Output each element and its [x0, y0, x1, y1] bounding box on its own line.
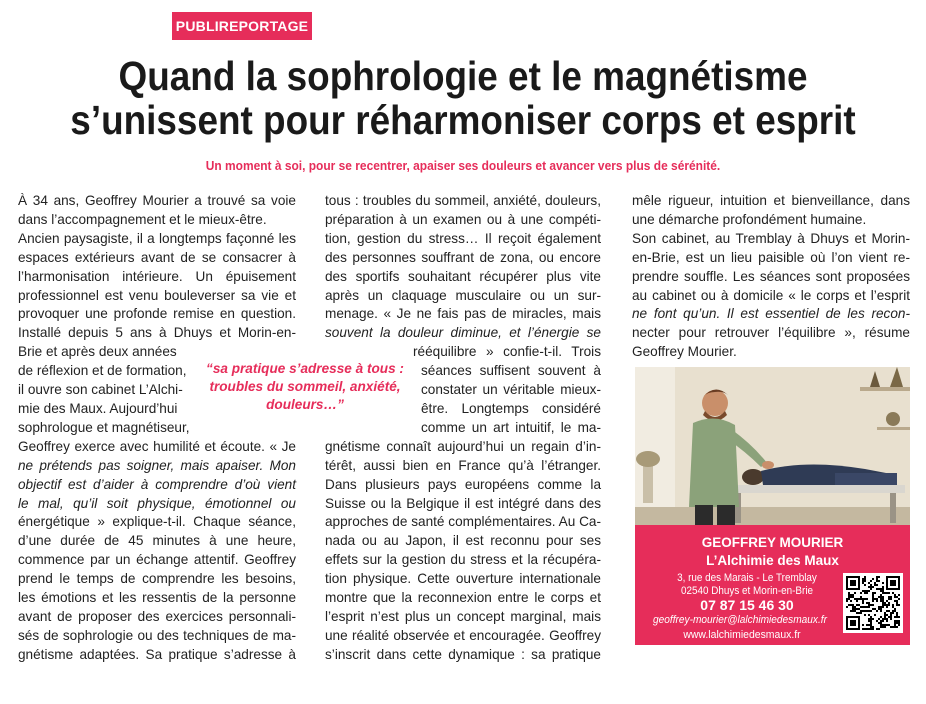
text-line: comme un art intuitif, le ma-: [421, 419, 601, 435]
text-line: effets sur la gestion du stress et la récupéra-: [325, 552, 601, 568]
text-line: sés de sophrologie ou des techniques de ma-: [18, 627, 296, 643]
text-line: prend le temps de comprendre les besoins,: [18, 571, 296, 587]
headline: [46, 54, 879, 142]
practitioner-photo: [635, 367, 910, 525]
contact-company: L’Alchimie des Maux: [706, 553, 839, 568]
text-line: préparation à un examen ou à une compéti-: [325, 211, 601, 227]
text-line: tion, gestion du stress… Il reçoit également: [325, 230, 601, 246]
text-line: s’inscrit dans cette dynamique : sa pratique: [325, 646, 601, 662]
qr-code-icon[interactable]: [843, 573, 903, 633]
text-line: en-Brie, est un lieu paisible où l’on vient re-: [632, 249, 910, 265]
text-line: approches de santé complémentaires. Au Ca-: [325, 514, 601, 530]
text-line: les émotions et les ressentis de la personne: [18, 590, 296, 606]
text-line: térêt, aussi bien en France qu’à l’étranger.: [325, 457, 601, 473]
text-line: mie des Maux. Aujourd’hui: [18, 400, 178, 416]
text-line: être. Longtemps considéré: [421, 400, 601, 416]
text-line: de réflexion et de formation,: [18, 363, 187, 379]
publireportage-tag: PUBLIREPORTAGE: [172, 12, 312, 40]
text-line: le mal, qu’il soit physique, émotionnel ou: [18, 495, 296, 511]
text-line: l’esprit n’est plus un concept marginal, mais: [325, 608, 601, 624]
text-line: Installé depuis 5 ans à Dhuys et Morin-en-: [18, 325, 296, 341]
text-line: Son cabinet, au Tremblay à Dhuys et Morin-: [632, 230, 910, 246]
text-line: gnétisme adaptées. Sa pratique s’adresse à: [18, 646, 296, 662]
text-line: une réalité observée et encouragée. Geoffrey: [325, 627, 601, 643]
text-line: souvent la douleur diminue, et l’énergie se: [325, 325, 601, 341]
text-line: ne font qu’un. Il est essentiel de les recon-: [632, 306, 910, 322]
text-line: nada ou au Japon, il est reconnu pour ses: [325, 533, 601, 549]
article-column-1: [18, 192, 296, 665]
text-line: des sportifs souhaitant récupérer plus vite: [325, 268, 601, 284]
text-line: séances suffisent souvent à: [421, 363, 601, 379]
pull-quote: [200, 360, 410, 414]
text-line: tous : troubles du sommeil, anxiété, douleurs,: [325, 193, 601, 208]
subtitle: Un moment à soi, pour se recentrer, apaiser ses douleurs et avancer vers plus de sérénité.: [205, 158, 721, 173]
contact-box: [635, 525, 910, 645]
text-line: Geoffrey Mourier.: [632, 344, 737, 360]
text-line: Brie et après deux années: [18, 344, 177, 360]
pull-quote-line: troubles du sommeil, anxiété,: [209, 379, 401, 394]
text-line: menage. « Je ne fais pas de miracles, mais: [325, 306, 601, 322]
text-line: objectif est d’aider à comprendre d’où vient: [18, 476, 296, 492]
text-line: après un claquage musculaire ou un sur-: [325, 287, 601, 303]
text-line: il ouvre son cabinet L’Alchi-: [18, 382, 183, 398]
text-line: avant de proposer des exercices personnali-: [18, 608, 296, 624]
text-line: À 34 ans, Geoffrey Mourier a trouvé sa voie: [18, 193, 296, 208]
text-line: sophrologue et magnétiseur,: [18, 419, 190, 435]
text-line: espaces extérieurs avant de se consacrer à: [18, 249, 296, 265]
text-line: montre que la reconnexion entre le corps et: [325, 590, 601, 606]
text-line: Suisse ou la Belgique il est intégré dans des: [325, 495, 601, 511]
text-line: professionnel est venu bouleverser sa vie et: [18, 287, 296, 303]
text-line: énergétique » explique-t-il. Chaque séance,: [18, 514, 296, 530]
text-line: mêle rigueur, intuition et bienveillance, dans: [632, 193, 910, 208]
article-column-3: [632, 192, 910, 362]
headline-line-1: Quand la sophrologie et le magnétisme: [118, 53, 808, 99]
practitioner-photo-illustration: [635, 367, 910, 525]
article-column-2: [325, 192, 601, 665]
contact-website[interactable]: www.lalchimiedesmaux.fr: [683, 629, 801, 641]
text-line: rééquilibre » confie-t-il. Trois: [413, 344, 601, 360]
contact-email[interactable]: geoffrey-mourier@lalchimiedesmaux.fr: [653, 614, 827, 626]
text-line: d’une durée de 45 minutes à une heure,: [18, 533, 296, 549]
qr-code-graphic: [846, 576, 900, 630]
contact-name: GEOFFREY MOURIER: [701, 535, 844, 550]
text-line: tion physique. Cette ouverture internationale: [325, 571, 601, 587]
text-line: l’harmonisation intérieure. Un épuisement: [18, 268, 296, 284]
text-line: Dans plusieurs pays européens comme la: [325, 476, 601, 492]
text-line: commence par un échange attentif. Geoffrey: [18, 552, 296, 568]
text-line: constater un véritable mieux-: [421, 382, 601, 398]
text-line: une démarche profondément humaine.: [632, 211, 867, 227]
pull-quote-line: douleurs…”: [266, 397, 344, 412]
text-line: des personnes souffrant de zona, ou encore: [325, 249, 601, 265]
pull-quote-line: “sa pratique s’adresse à tous :: [206, 361, 404, 376]
headline-line-2: s’unissent pour réharmoniser corps et esprit: [70, 97, 856, 143]
text-line: necter pour retrouver l’équilibre », résume: [632, 325, 910, 341]
text-line: Ancien paysagiste, il a longtemps façonné les: [18, 230, 296, 246]
text-line: gnétisme connaît aujourd’hui un regain d’in-: [325, 438, 601, 454]
text-line: au cabinet ou à domicile « le corps et l’esprit: [632, 287, 910, 303]
contact-address-line-1: 3, rue des Marais - Le Tremblay: [677, 572, 817, 584]
text-line: dans l’accompagnement et le mieux-être.: [18, 211, 267, 227]
text-line: Geoffrey exerce avec humilité et écoute. « Je: [18, 438, 296, 454]
text-line: prendre souffle. Les séances sont proposées: [632, 268, 910, 284]
contact-phone[interactable]: 07 87 15 46 30: [700, 597, 794, 613]
contact-address-line-2: 02540 Dhuys et Morin-en-Brie: [680, 585, 814, 597]
text-line: ne prétends pas soigner, mais apaiser. Mon: [18, 457, 296, 473]
text-line: provoquer une profonde remise en question.: [18, 306, 296, 322]
